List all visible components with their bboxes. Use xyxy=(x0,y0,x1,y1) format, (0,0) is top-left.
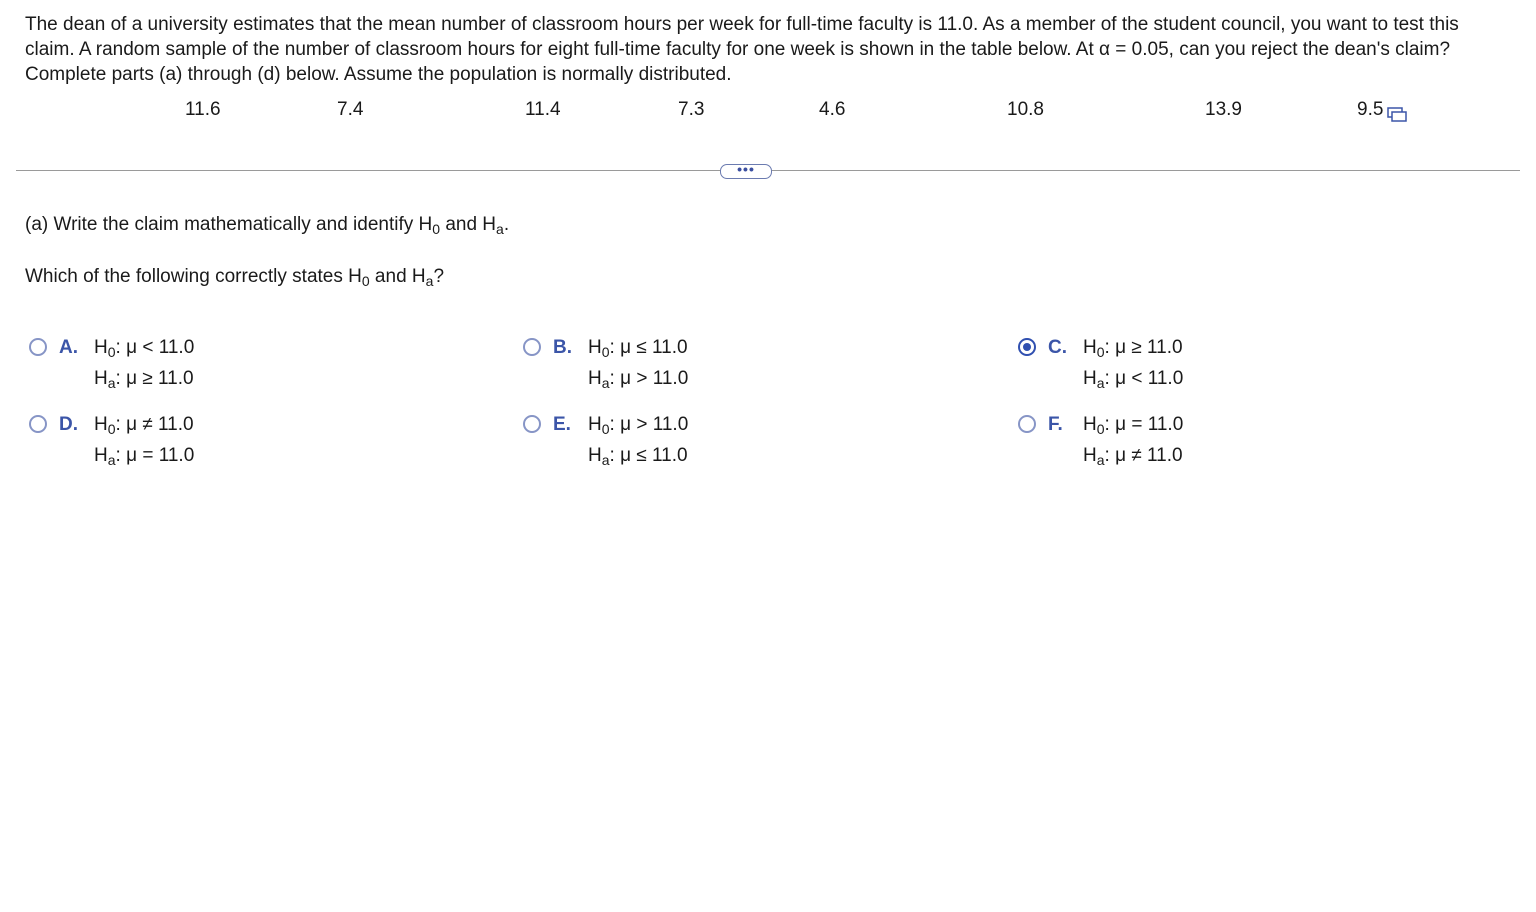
option-letter: C. xyxy=(1048,337,1067,358)
option-ha: $H_a$: μ ≥ 11.0 xyxy=(94,368,194,391)
option-h0: $H_0$: μ ≥ 11.0 xyxy=(1083,337,1183,360)
data-value: 11.6 xyxy=(185,99,221,120)
data-value: 9.5 xyxy=(1357,99,1384,120)
subscript: a xyxy=(425,273,434,289)
option-ha: $H_a$: μ = 11.0 xyxy=(94,445,195,468)
part-a-text: . xyxy=(503,214,510,235)
data-table xyxy=(0,99,1536,125)
option-h0: $H_0$: μ = 11.0 xyxy=(1083,414,1184,437)
radio-button[interactable] xyxy=(29,338,47,356)
option-h0: $H_0$: μ ≤ 11.0 xyxy=(588,337,688,360)
radio-button-selected[interactable] xyxy=(1018,338,1036,356)
data-value: 7.3 xyxy=(678,99,705,120)
option-h0: $H_0$: μ < 11.0 xyxy=(94,337,195,360)
data-value: 10.8 xyxy=(1007,99,1044,120)
option-h0: $H_0$: μ ≠ 11.0 xyxy=(94,414,194,437)
part-a-heading xyxy=(25,214,509,236)
option-letter: A. xyxy=(59,337,78,358)
question-part: and H xyxy=(369,266,426,287)
question-part: Which of the following correctly states H xyxy=(25,266,362,287)
data-value: 13.9 xyxy=(1205,99,1242,120)
radio-button[interactable] xyxy=(523,415,541,433)
subscript: 0 xyxy=(361,273,370,289)
data-value: 4.6 xyxy=(819,99,846,120)
option-letter: D. xyxy=(59,414,78,435)
subscript: a xyxy=(496,221,504,237)
option-ha: $H_a$: μ ≤ 11.0 xyxy=(588,445,688,468)
part-a-text: (a) Write the claim mathematically and identify H xyxy=(25,214,433,235)
radio-button[interactable] xyxy=(29,415,47,433)
more-label: ••• xyxy=(737,160,755,177)
option-letter: B. xyxy=(553,337,572,358)
question-text xyxy=(25,266,444,288)
question-part: ? xyxy=(433,266,445,287)
part-a-text: and H xyxy=(440,214,497,235)
option-ha: $H_a$: μ ≠ 11.0 xyxy=(1083,445,1183,468)
option-letter: E. xyxy=(553,414,571,435)
radio-button[interactable] xyxy=(1018,415,1036,433)
subscript: 0 xyxy=(432,221,441,237)
data-value: 7.4 xyxy=(337,99,364,120)
problem-statement: The dean of a university estimates that the mean number of classroom hours per week for full-time faculty is 11.0. As a member of the student council, you want to test this claim. A random sample of the number of classroom hours for eight full-time faculty for one week is shown in the table below. At α = 0.05, can you reject the dean's claim? Complete parts (a) through (d) below. Assume the population is normally distributed. xyxy=(25,14,1459,85)
radio-button[interactable] xyxy=(523,338,541,356)
copy-data-icon[interactable] xyxy=(1387,106,1407,122)
option-letter: F. xyxy=(1048,414,1063,435)
expand-more-button[interactable] xyxy=(720,160,772,179)
data-value: 11.4 xyxy=(525,99,561,120)
option-ha: $H_a$: μ > 11.0 xyxy=(588,368,689,391)
option-ha: $H_a$: μ < 11.0 xyxy=(1083,368,1184,391)
option-h0: $H_0$: μ > 11.0 xyxy=(588,414,689,437)
